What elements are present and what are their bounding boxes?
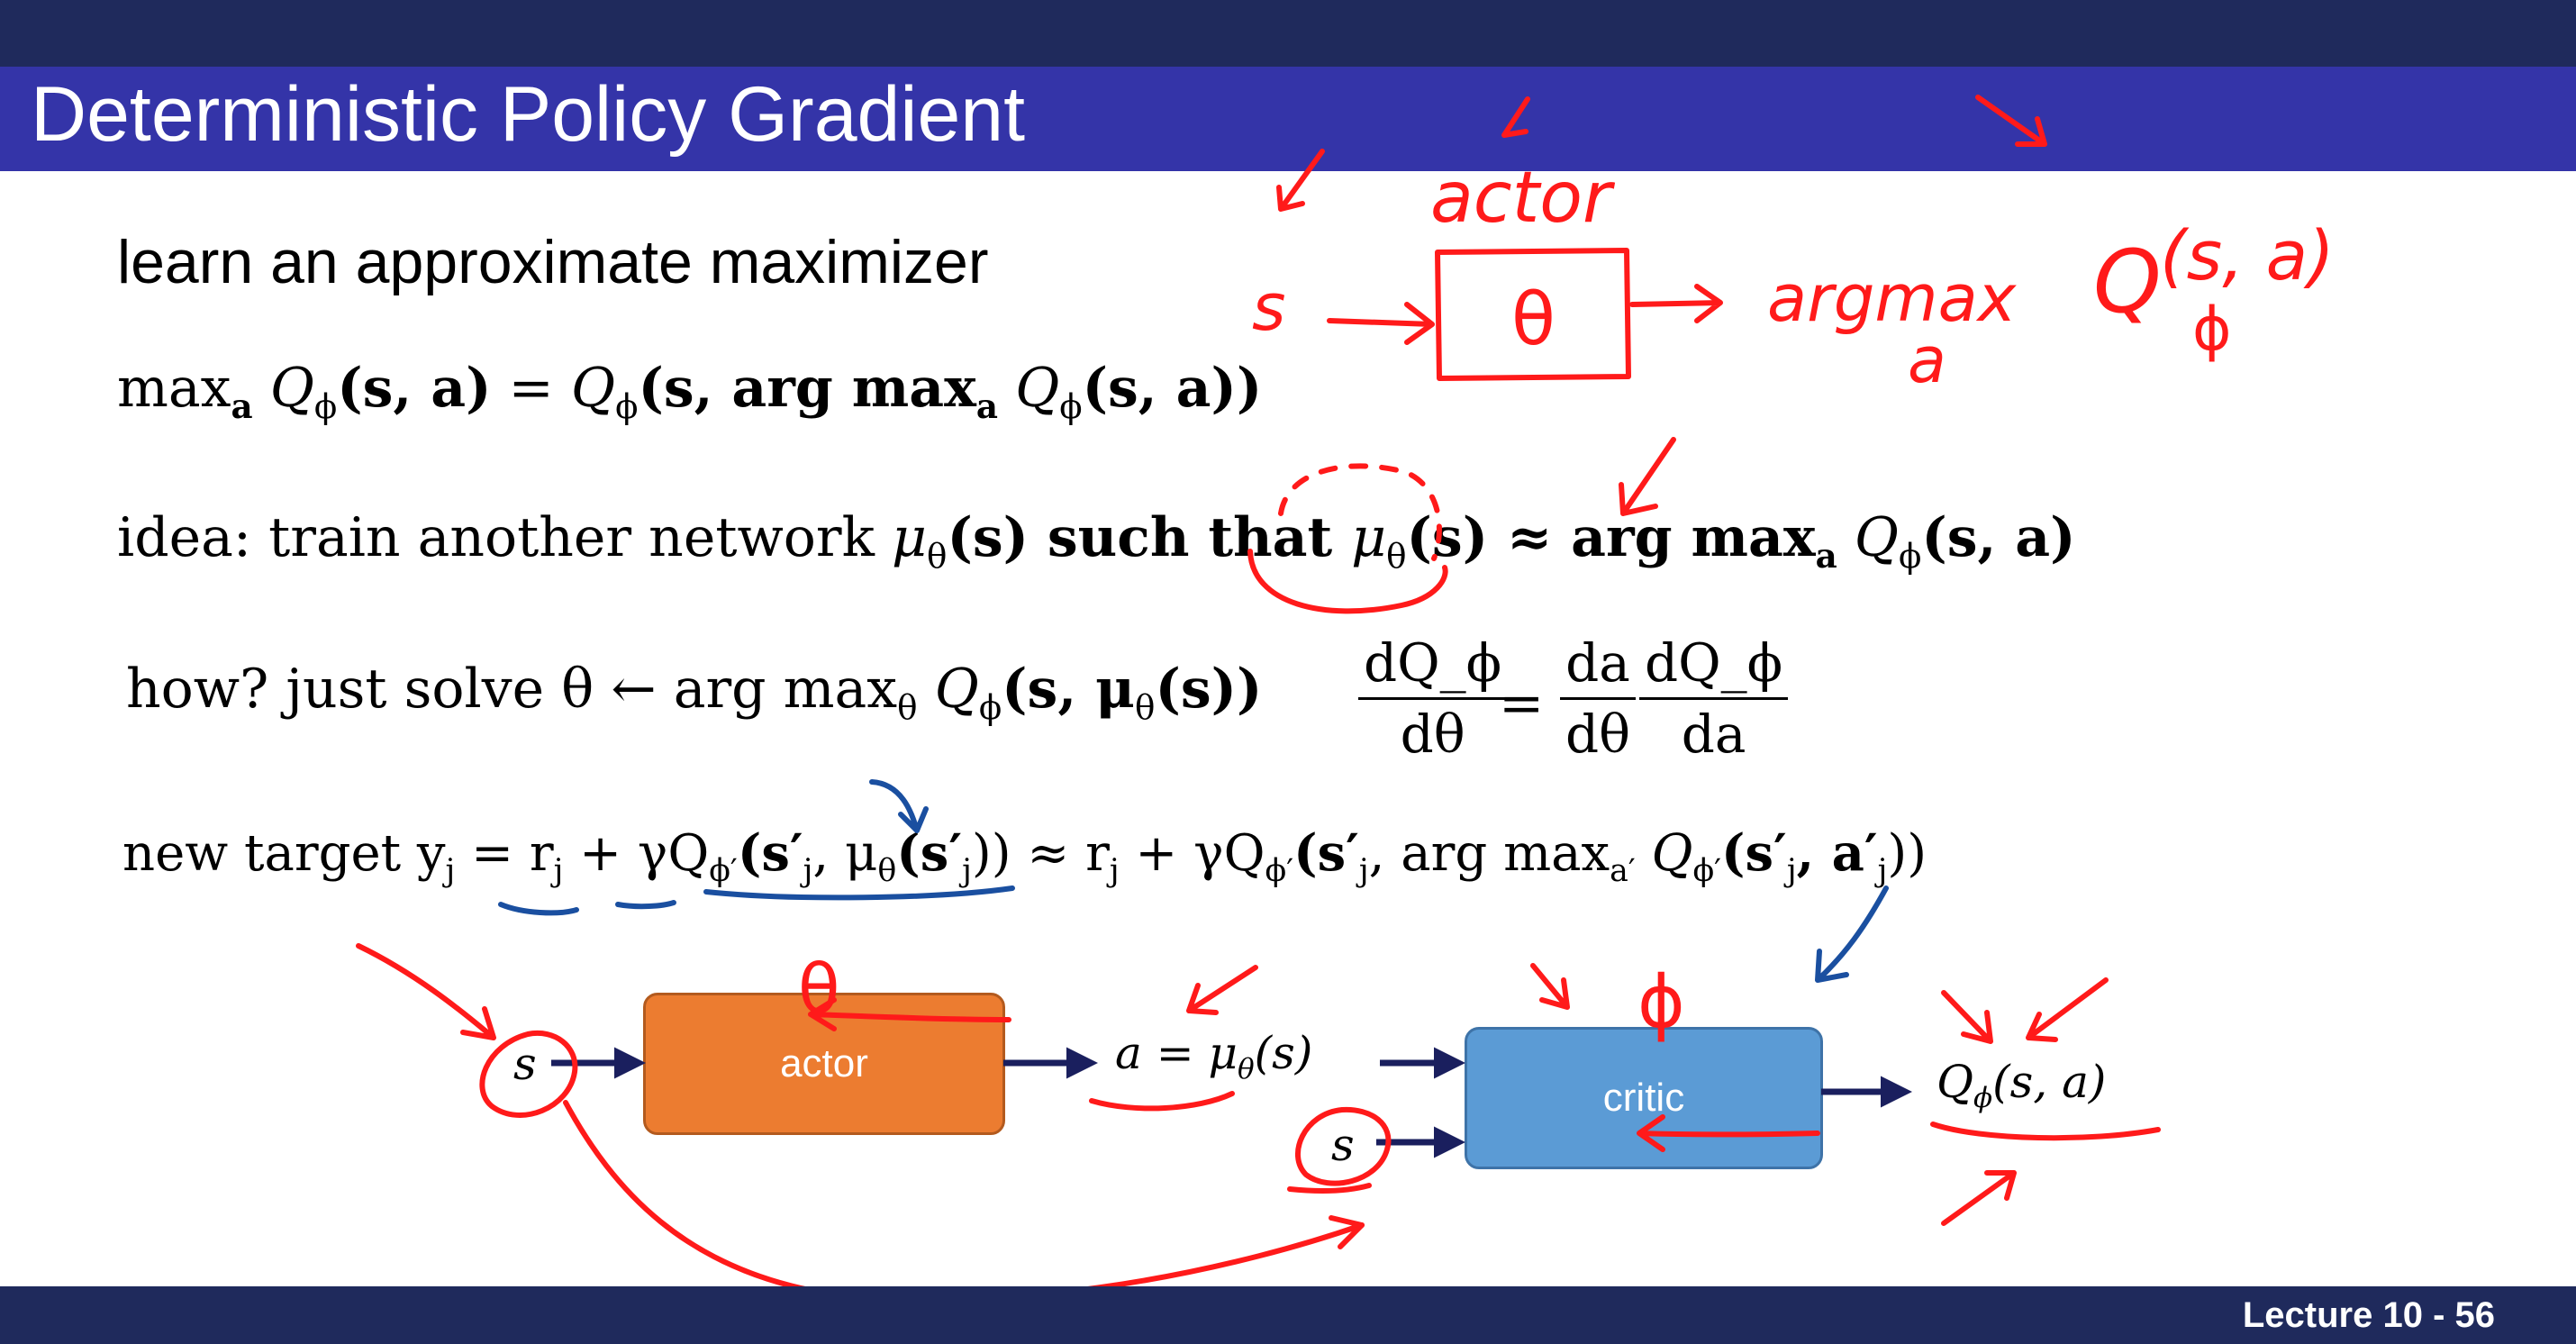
ink-q-args: (s, a): [2160, 215, 2335, 295]
ink-theta-in-box: θ: [1511, 277, 1556, 361]
ink-phi-above-critic: ϕ: [1637, 960, 1685, 1044]
state-input-label: s: [513, 1038, 537, 1090]
state-input-critic-label: s: [1331, 1119, 1355, 1171]
actor-label: actor: [780, 1041, 868, 1085]
ink-blue-dash-1: [501, 904, 576, 913]
critic-label: critic: [1602, 1076, 1685, 1120]
action-label: $a = \mu_\theta(s)$: [1115, 1027, 1313, 1085]
ink-q-word: Q: [2093, 232, 2162, 332]
ink-argmax-word: argmax: [1767, 260, 2017, 336]
q-output-label: $Q_\phi(s$, a): [1937, 1056, 2107, 1114]
bottom-bar: [0, 1286, 2576, 1344]
equation-idea: idea: train another network $\mu_\theta(s)$ such that $\mu_\theta(s)$ ≈ arg $\max_a Q_\phi(s$, a): [117, 506, 2076, 576]
ink-blue-underline-target: [706, 888, 1012, 897]
equation-maximizer: $\max_a Q_\phi(s$, $a) = Q_\phi(s$, arg $\max_a Q_\phi(s$, a)): [117, 357, 1263, 426]
chain-rule-lhs: $\frac{dQ\_\phi}{d\theta}$: [1358, 632, 1507, 765]
slide-title: Deterministic Policy Gradient: [31, 71, 1026, 158]
ink-q-sub: ϕ: [2192, 295, 2232, 364]
ink-blue-dash-2: [618, 903, 674, 906]
ink-theta-above-actor: θ: [798, 949, 840, 1029]
chain-rule-equals: =: [1499, 672, 1545, 735]
ink-actor-word: actor: [1430, 158, 1612, 239]
chain-rule-dq-da: $\frac{dQ\_\phi}{da}$: [1639, 632, 1788, 765]
ink-blue-curve-arrow: [872, 782, 926, 831]
subtitle: learn an approximate maximizer: [117, 228, 989, 296]
chain-rule-da-dtheta: $\frac{da}{d\theta}$: [1560, 632, 1636, 765]
equation-how: how? just solve θ ← arg $\max_\theta Q_\phi(s$, $\mu_\theta(s)$): [126, 658, 1263, 727]
ink-s-word: s: [1252, 269, 1286, 345]
equation-target: new target $y_j = r_j + \gamma Q_{\phi'}(s'_j$, $\mu_\theta(s'_j)) \approx r_j + \gamma Q_{\phi'}(s'_j$, arg $\max_{a'} Q_{\phi'}(s'_j$, $a'_j$)): [122, 823, 1927, 890]
lecture-label: Lecture 10 - 56: [2242, 1295, 2495, 1335]
ink-argmax-sub: a: [1908, 323, 1946, 397]
ink-blue-arrow-critic: [1818, 888, 1886, 980]
